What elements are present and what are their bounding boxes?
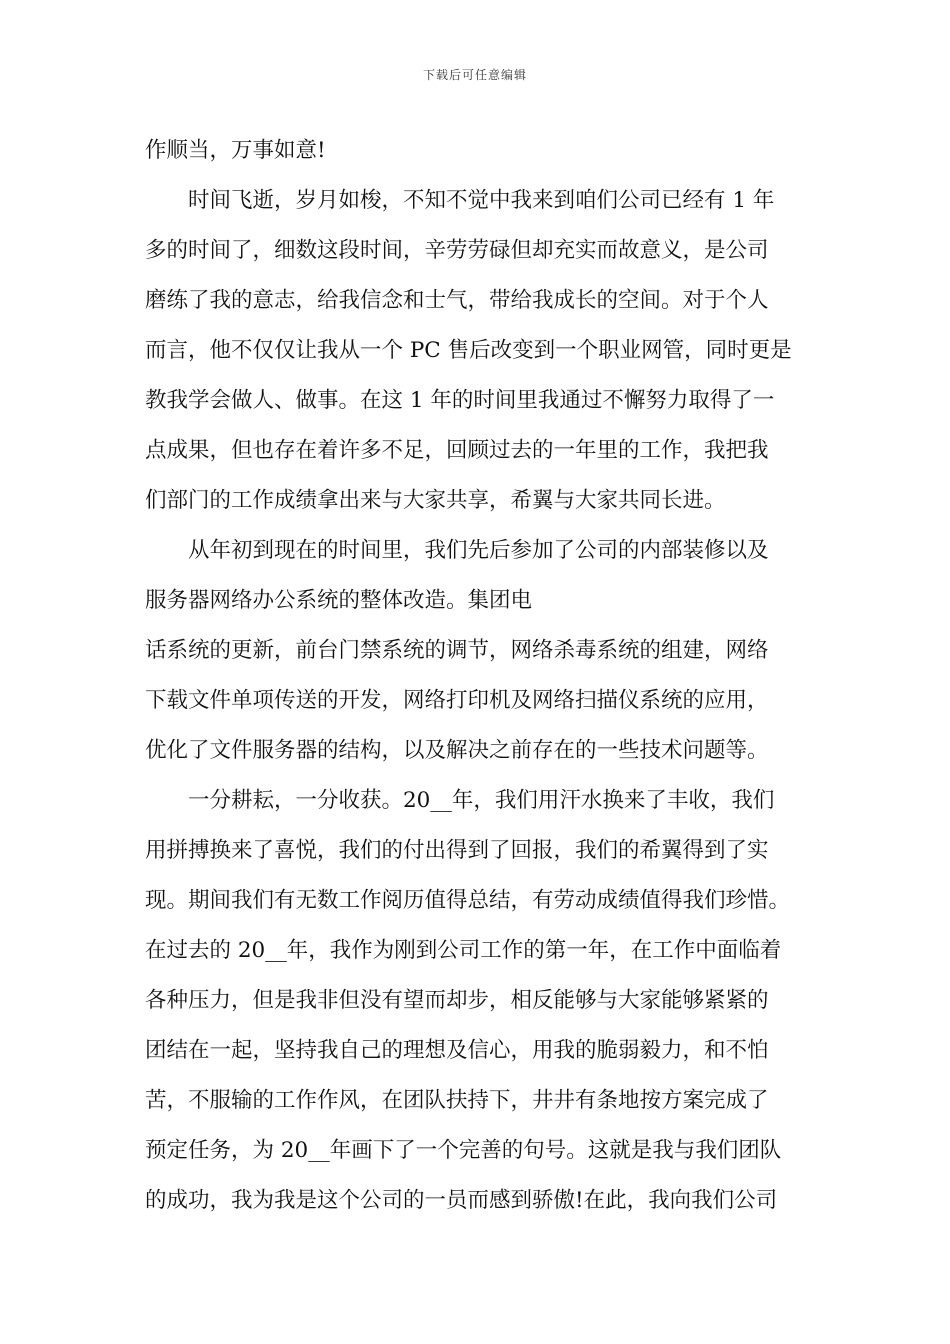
text-line: 的成功，我为我是这个公司的一员而感到骄傲!在此，我向我们公司	[145, 1188, 778, 1213]
document-body	[145, 129, 810, 1229]
text-line: 作顺当，万事如意!	[145, 138, 326, 163]
text-line: 们部门的工作成绩拿出来与大家共享，希翼与大家共同长进。	[145, 488, 726, 513]
text-line: 各种压力，但是我非但没有望而却步，相反能够与大家能够紧紧的	[145, 988, 769, 1013]
text-line: 磨练了我的意志，给我信念和士气，带给我成长的空间。对于个人	[145, 288, 769, 313]
text-line: 教我学会做人、做事。在这 1 年的时间里我通过不懈努力取得了一	[145, 388, 775, 413]
text-line: 服务器网络办公系统的整体改造。集团电	[145, 588, 533, 613]
text-line: 多的时间了，细数这段时间，辛劳劳碌但却充实而故意义，是公司	[145, 238, 769, 263]
text-line: 下载文件单项传送的开发，网络打印机及网络扫描仪系统的应用，	[145, 688, 769, 713]
text-line: 在过去的 20__年，我作为刚到公司工作的第一年，在工作中面临着	[145, 938, 782, 963]
text-line: 而言，他不仅仅让我从一个 PC 售后改变到一个职业网管，同时更是	[145, 338, 792, 363]
text-line: 从年初到现在的时间里，我们先后参加了公司的内部装修以及	[188, 538, 769, 563]
text-line: 预定任务，为 20__年画下了一个完善的句号。这就是我与我们团队	[145, 1138, 782, 1163]
text-line: 时间飞逝，岁月如梭，不知不觉中我来到咱们公司已经有 1 年	[188, 188, 775, 213]
text-line: 现。期间我们有无数工作阅历值得总结，有劳动成绩值得我们珍惜。	[145, 888, 791, 913]
text-line: 用拼搏换来了喜悦，我们的付出得到了回报，我们的希翼得到了实	[145, 838, 769, 863]
text-line: 话系统的更新，前台门禁系统的调节，网络杀毒系统的组建，网络	[145, 638, 769, 663]
text-line: 苦，不服输的工作作风，在团队扶持下，井井有条地按方案完成了	[145, 1088, 769, 1113]
text-line: 团结在一起，坚持我自己的理想及信心，用我的脆弱毅力，和不怕	[145, 1038, 769, 1063]
text-line: 一分耕耘，一分收获。20__年，我们用汗水换来了丰收，我们	[188, 788, 775, 813]
text-line: 点成果，但也存在着许多不足，回顾过去的一年里的工作，我把我	[145, 438, 769, 463]
page-header: 下载后可任意编辑	[422, 68, 527, 82]
text-line: 优化了文件服务器的结构，以及解决之前存在的一些技术问题等。	[145, 738, 769, 763]
